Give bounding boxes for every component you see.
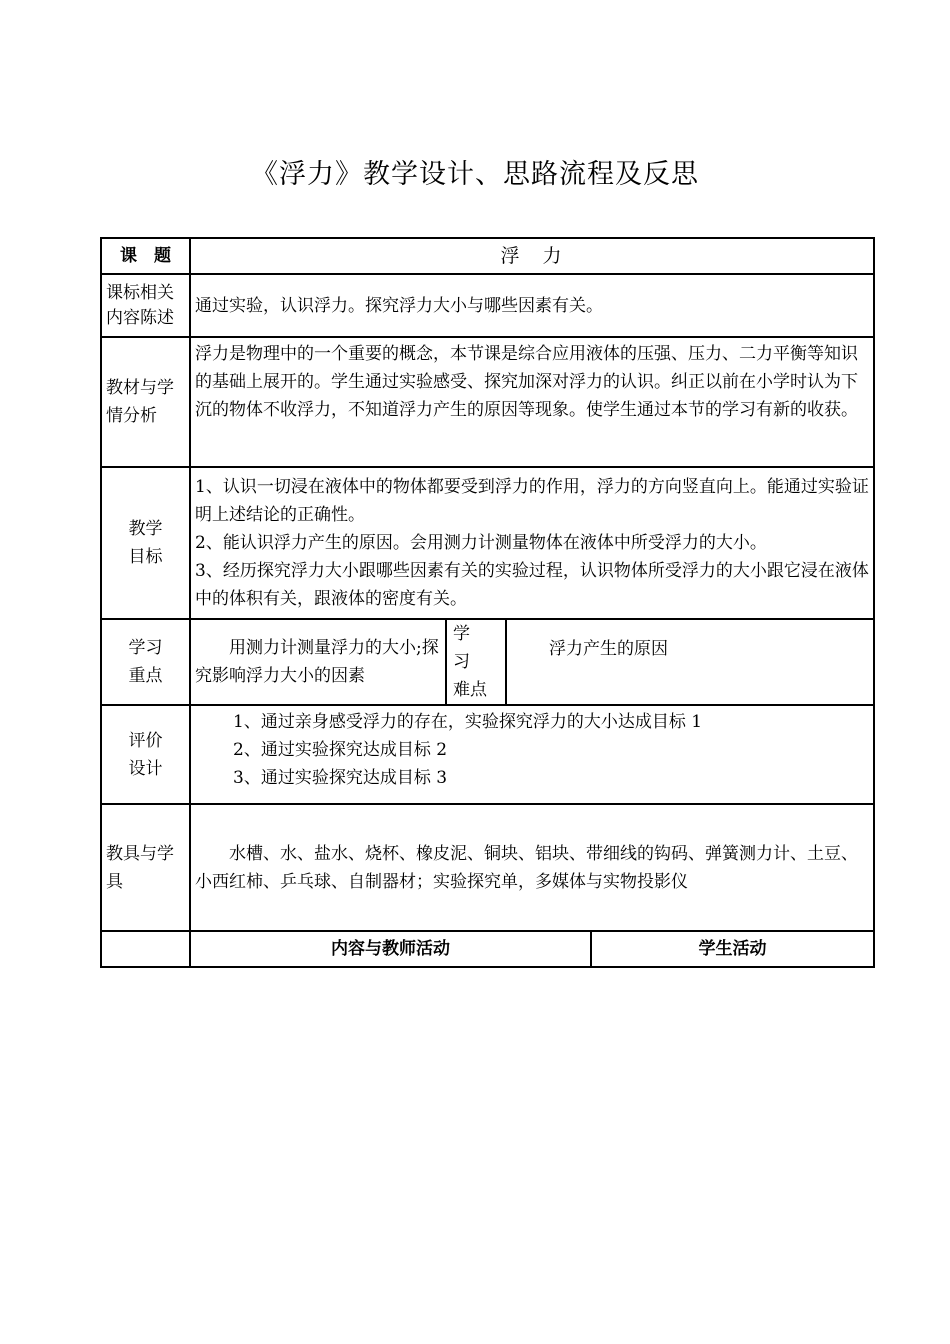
key-points-label-line1: 学习 bbox=[128, 638, 163, 658]
row-topic bbox=[101, 238, 874, 274]
row-analysis bbox=[101, 337, 874, 467]
goal-item-2: 2、能认识浮力产生的原因。会用测力计测量物体在液体中所受浮力的大小。 bbox=[195, 533, 767, 553]
difficulty-value: 浮力产生的原因 bbox=[549, 639, 668, 659]
goals-label-line1: 教学 bbox=[128, 519, 163, 539]
row-footer bbox=[101, 931, 874, 967]
goals-label bbox=[101, 467, 190, 619]
evaluation-label-line1: 评价 bbox=[128, 730, 163, 751]
row-key-points bbox=[101, 619, 874, 705]
row-tools bbox=[101, 804, 874, 931]
footer-teacher-activity: 内容与教师活动 bbox=[190, 931, 591, 967]
row-evaluation bbox=[101, 705, 874, 804]
goals-list bbox=[190, 467, 874, 619]
evaluation-label-line2: 设计 bbox=[128, 758, 163, 779]
evaluation-label bbox=[101, 705, 190, 804]
lesson-plan-table bbox=[100, 237, 875, 968]
difficulty-label-line1: 学 习 bbox=[453, 624, 487, 672]
curriculum-value: 通过实验，认识浮力。探究浮力大小与哪些因素有关。 bbox=[190, 274, 874, 337]
goal-item-3: 3、经历探究浮力大小跟哪些因素有关的实验过程，认识物体所受浮力的大小跟它浸在液体中的体积有关，跟液体的密度有关。 bbox=[195, 561, 869, 609]
document-title: 《浮力》教学设计、思路流程及反思 bbox=[251, 159, 699, 190]
tools-label: 教具与学具 bbox=[101, 804, 190, 931]
evaluation-item-3: 3、通过实验探究达成目标 3 bbox=[233, 768, 448, 788]
tools-value: 水槽、水、盐水、烧杯、橡皮泥、铜块、铝块、带细线的钩码、弹簧测力计、土豆、小西红柿、乒乓球、自制器材；实验探究单，多媒体与实物投影仪 bbox=[190, 804, 874, 931]
goals-label-line2: 目标 bbox=[128, 547, 163, 567]
analysis-label: 教材与学情分析 bbox=[101, 337, 190, 467]
footer-student-activity: 学生活动 bbox=[591, 931, 874, 967]
curriculum-label: 课标相关内容陈述 bbox=[101, 274, 190, 337]
key-points-cell bbox=[190, 619, 874, 705]
evaluation-item-2: 2、通过实验探究达成目标 2 bbox=[233, 740, 448, 760]
goal-item-1: 1、认识一切浸在液体中的物体都要受到浮力的作用，浮力的方向竖直向上。能通过实验证明上述结论的正确性。 bbox=[195, 477, 869, 525]
key-points-inner-table bbox=[191, 620, 873, 704]
key-points-label-line2: 重点 bbox=[128, 666, 163, 686]
evaluation-list bbox=[190, 705, 874, 804]
difficulty-label-line2: 难点 bbox=[453, 680, 487, 700]
analysis-value: 浮力是物理中的一个重要的概念，本节课是综合应用液体的压强、压力、二力平衡等知识的基础上展开的。学生通过实验感受、探究加深对浮力的认识。纠正以前在小学时认为下沉的物体不收浮力，不知道浮力产生的原因等现象。使学生通过本节的学习有新的收获。 bbox=[190, 337, 874, 467]
difficulty-label bbox=[446, 620, 506, 704]
row-goals bbox=[101, 467, 874, 619]
key-points-label bbox=[101, 619, 190, 705]
topic-label: 课 题 bbox=[101, 238, 190, 274]
evaluation-item-1: 1、通过亲身感受浮力的存在，实验探究浮力的大小达成目标 1 bbox=[233, 712, 703, 732]
topic-value: 浮 力 bbox=[190, 238, 874, 274]
footer-empty-cell bbox=[101, 931, 190, 967]
key-points-value: 用测力计测量浮力的大小;探究影响浮力大小的因素 bbox=[191, 620, 446, 704]
row-curriculum bbox=[101, 274, 874, 337]
